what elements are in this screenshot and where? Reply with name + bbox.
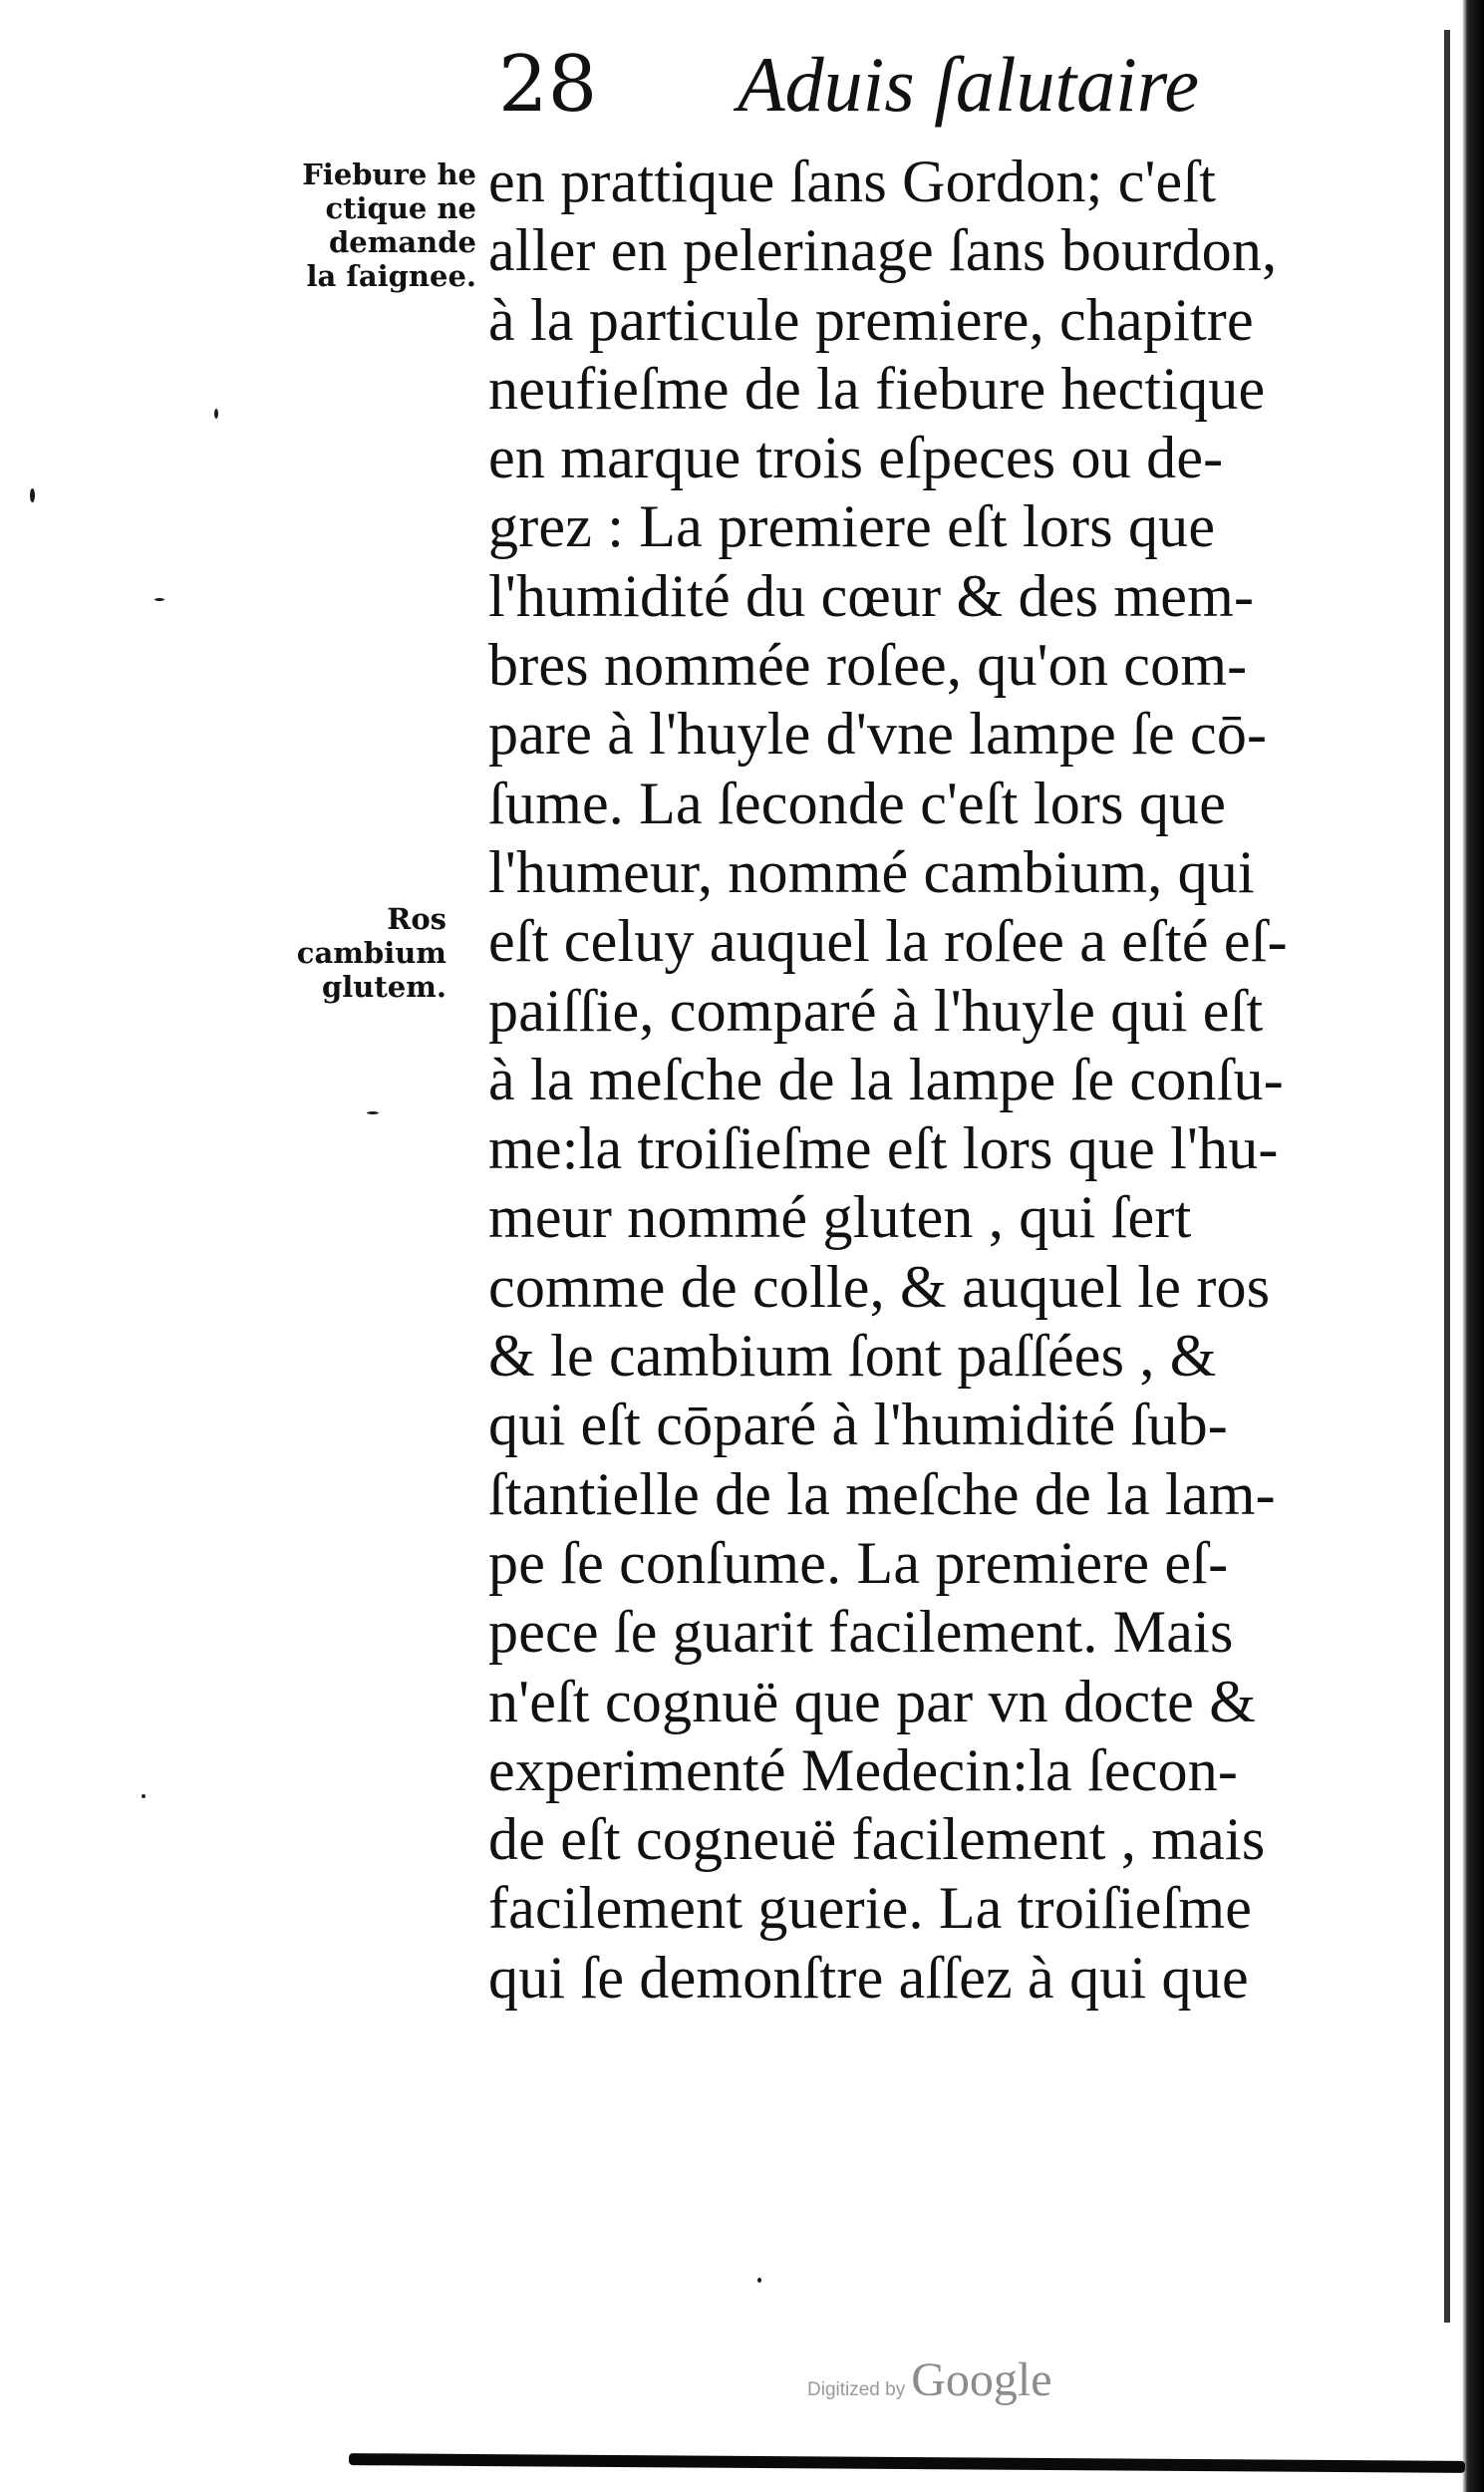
margin-note-fever [237, 157, 476, 293]
watermark-prefix: Digitized by [807, 2379, 906, 2400]
margin-note-line: ctique ne [325, 191, 476, 225]
scan-speck [214, 409, 218, 419]
margin-note-line: la ſaignee. [306, 259, 476, 293]
page-header [498, 40, 1395, 130]
margin-note-line: cambium [296, 936, 446, 970]
text-line: l'humeur, nommé cambium, qui [488, 838, 1255, 905]
scan-speck [757, 2278, 761, 2283]
text-line: de eſt cogneuë facilement , mais [488, 1806, 1266, 1873]
text-line: l'humidité du cœur & des mem- [488, 562, 1255, 629]
text-line: en prattique ſans Gordon; c'eſt [488, 149, 1217, 214]
scan-speck [154, 598, 164, 601]
text-line: & le cambium ſont paſſées , & [488, 1323, 1217, 1390]
scan-speck [142, 1794, 146, 1798]
text-line: bres nommée roſee, qu'on com- [488, 632, 1248, 699]
margin-note-line: glutem. [321, 970, 446, 1004]
text-line: qui eſt cōparé à l'humidité ſub- [488, 1392, 1228, 1458]
text-line: ſtantielle de la meſche de la lam- [488, 1460, 1276, 1527]
text-line: paiſſie, comparé à l'huyle qui eſt [488, 977, 1264, 1044]
page-edge-shadow [1462, 0, 1484, 2492]
margin-note-line: demande [328, 225, 476, 259]
scan-speck [367, 1111, 379, 1114]
text-line: à la meſche de la lampe ſe conſu- [488, 1046, 1284, 1112]
margin-note-line: Ros [387, 902, 446, 936]
scan-speck [30, 488, 35, 502]
running-head: Aduis ſalutaire [738, 41, 1199, 128]
text-line: facilement guerie. La troiſieſme [488, 1875, 1253, 1942]
text-line: grez : La premiere eſt lors que [488, 493, 1216, 560]
text-line: n'eſt cognuë que par vn docte & [488, 1668, 1257, 1734]
text-line: aller en pelerinage ſans bourdon, [488, 217, 1278, 284]
page-right-rule [1444, 30, 1450, 2323]
margin-note-humors [207, 902, 446, 1004]
page-number: 28 [498, 40, 598, 130]
text-line: experimenté Medecin:la ſecon- [488, 1736, 1239, 1803]
text-line: neufieſme de la fiebure hectique [488, 355, 1266, 422]
text-line: en marque trois eſpeces ou de- [488, 425, 1224, 491]
text-line: meur nommé gluten , qui ſert [488, 1184, 1192, 1251]
margin-note-line: Fiebure he [302, 157, 476, 191]
text-line: ſume. La ſeconde c'eſt lors que [488, 770, 1227, 836]
watermark-brand: Google [911, 2353, 1052, 2406]
text-line: me:la troiſieſme eſt lors que l'hu- [488, 1115, 1279, 1182]
text-line: comme de colle, & auquel le ros [488, 1253, 1271, 1320]
text-line: pe ſe conſume. La premiere eſ- [488, 1529, 1229, 1596]
main-text-block [488, 148, 1440, 2013]
text-line: à la particule premiere, chapitre [488, 286, 1254, 353]
text-line: qui ſe demonſtre aſſez à qui que [488, 1944, 1249, 2011]
digitization-watermark [807, 2352, 1052, 2412]
page-bottom-rule [349, 2453, 1465, 2473]
text-line: eſt celuy auquel la roſee a eſté eſ- [488, 908, 1288, 975]
text-line: pece ſe guarit facilement. Mais [488, 1599, 1234, 1666]
text-line: pare à l'huyle d'vne lampe ſe cō- [488, 701, 1268, 768]
